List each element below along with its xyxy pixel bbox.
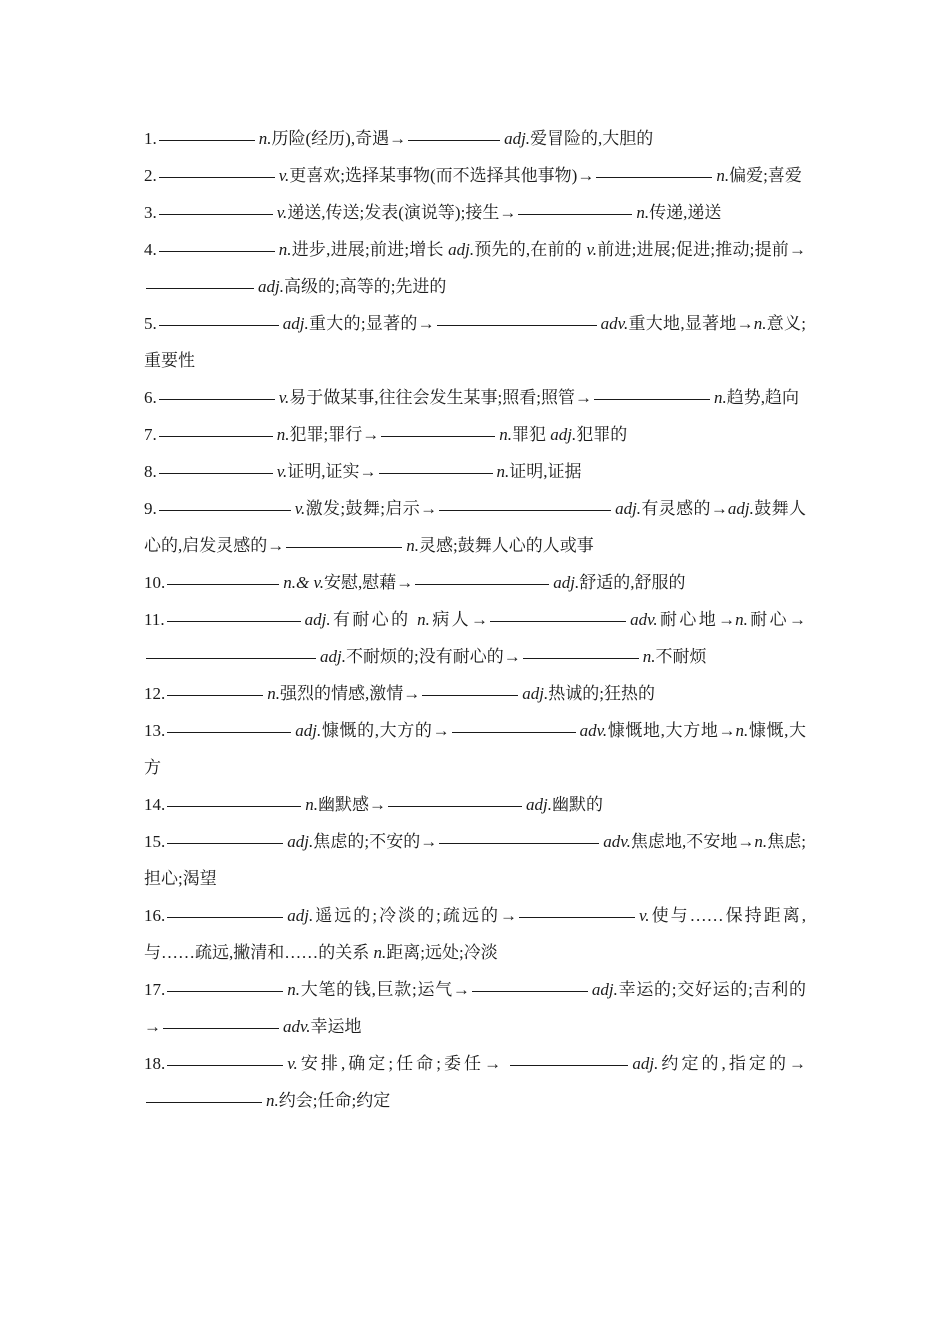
- definition-text: 4.: [144, 240, 157, 259]
- answer-blank[interactable]: [146, 1085, 262, 1103]
- answer-blank[interactable]: [408, 123, 500, 141]
- part-of-speech-label: v.: [276, 462, 288, 481]
- part-of-speech-label: adj.: [550, 425, 577, 444]
- part-of-speech-label: adj.: [526, 795, 552, 814]
- answer-blank[interactable]: [596, 160, 712, 178]
- answer-blank[interactable]: [163, 1011, 279, 1029]
- exercise-item: [144, 823, 806, 897]
- definition-text: 罪犯: [511, 425, 551, 444]
- exercise-item: [144, 120, 806, 157]
- part-of-speech-label: n.: [496, 462, 510, 481]
- part-of-speech-label: adj.: [553, 573, 580, 592]
- part-of-speech-label: n.: [499, 425, 512, 444]
- part-of-speech-label: adv.: [283, 1017, 311, 1036]
- definition-text: 热诚的;狂热的: [548, 684, 655, 703]
- definition-text: 焦虑地,不安地→: [630, 832, 755, 851]
- definition-text: 6.: [144, 388, 157, 407]
- definition-text: 更喜欢;选择某事物(而不选择其他事物)→: [289, 166, 595, 185]
- definition-text: 3.: [144, 203, 157, 222]
- part-of-speech-label: adv.: [603, 832, 631, 851]
- answer-blank[interactable]: [379, 456, 493, 474]
- definition-text: 安排,确定;任命;委任→: [297, 1054, 509, 1073]
- part-of-speech-label: adj.: [304, 610, 331, 629]
- definition-text: 重大地,显著地→: [628, 314, 754, 333]
- answer-blank[interactable]: [159, 160, 275, 178]
- part-of-speech-label: adj.: [287, 832, 314, 851]
- part-of-speech-label: adj.: [258, 277, 284, 296]
- part-of-speech-label: v.: [287, 1054, 298, 1073]
- part-of-speech-label: n.: [636, 203, 650, 222]
- definition-text: 7.: [144, 425, 157, 444]
- definition-text: 慷慨,大方: [144, 721, 807, 777]
- part-of-speech-label: adj.: [632, 1054, 659, 1073]
- answer-blank[interactable]: [594, 382, 710, 400]
- definition-text: 焦虑的;不安的→: [313, 832, 438, 851]
- part-of-speech-label: n.: [716, 166, 730, 185]
- part-of-speech-label: n.: [753, 314, 767, 333]
- part-of-speech-label: n.: [417, 610, 430, 629]
- definition-text: 幸运地: [310, 1017, 362, 1036]
- definition-text: 约定的,指定的→: [658, 1054, 806, 1073]
- definition-text: 犯罪;罪行→: [289, 425, 380, 444]
- exercise-item: [144, 564, 806, 601]
- definition-text: 历险(经历),奇遇→: [271, 129, 407, 148]
- definition-text: 预先的,在前的: [474, 240, 587, 259]
- definition-text: 耐心地→: [657, 610, 736, 629]
- definition-text: 证明,证据: [509, 462, 582, 481]
- answer-blank[interactable]: [167, 974, 283, 992]
- part-of-speech-label: adv.: [579, 721, 608, 740]
- definition-text: 偏爱;喜爱: [729, 166, 802, 185]
- part-of-speech-label: adj.: [591, 980, 618, 999]
- answer-blank[interactable]: [159, 234, 275, 252]
- part-of-speech-label: n.: [267, 684, 280, 703]
- definition-text: 进步,进展;前进;增长: [291, 240, 449, 259]
- answer-blank[interactable]: [167, 826, 283, 844]
- definition-text: 17.: [144, 980, 166, 999]
- answer-blank[interactable]: [159, 456, 273, 474]
- answer-blank[interactable]: [167, 678, 263, 696]
- definition-text: 8.: [144, 462, 157, 481]
- answer-blank[interactable]: [167, 567, 279, 585]
- definition-text: 12.: [144, 684, 166, 703]
- definition-text: 10.: [144, 573, 166, 592]
- answer-blank[interactable]: [167, 1048, 283, 1066]
- exercise-item: [144, 194, 806, 231]
- part-of-speech-label: adv.: [630, 610, 658, 629]
- answer-blank[interactable]: [159, 419, 273, 437]
- exercise-item: [144, 601, 806, 675]
- part-of-speech-label: n.: [754, 832, 768, 851]
- answer-blank[interactable]: [415, 567, 549, 585]
- part-of-speech-label: adj.: [282, 314, 309, 333]
- part-of-speech-label: n.: [276, 425, 290, 444]
- exercise-item: [144, 1045, 806, 1119]
- exercise-item: [144, 157, 806, 194]
- definition-text: 不耐烦的;没有耐心的→: [345, 647, 521, 666]
- part-of-speech-label: n.: [287, 980, 300, 999]
- part-of-speech-label: adj.: [504, 129, 531, 148]
- answer-blank[interactable]: [159, 123, 255, 141]
- definition-text: 证明,证实→: [287, 462, 377, 481]
- part-of-speech-label: v.: [294, 499, 306, 518]
- vocabulary-exercise-sheet: [144, 120, 806, 1119]
- definition-text: 病人→: [429, 610, 489, 629]
- exercise-item: [144, 971, 806, 1045]
- part-of-speech-label: adj.: [295, 721, 322, 740]
- definition-text: 有灵感的→: [641, 499, 728, 518]
- answer-blank[interactable]: [146, 271, 254, 289]
- exercise-item: [144, 712, 806, 786]
- definition-text: 13.: [144, 721, 166, 740]
- part-of-speech-label: n.& v.: [283, 573, 325, 592]
- part-of-speech-label: adj.: [320, 647, 346, 666]
- part-of-speech-label: adj.: [615, 499, 642, 518]
- exercise-item: [144, 416, 806, 453]
- answer-blank[interactable]: [167, 900, 283, 918]
- exercise-item: [144, 897, 806, 971]
- answer-blank[interactable]: [167, 789, 301, 807]
- exercise-item: [144, 675, 806, 712]
- answer-blank[interactable]: [490, 604, 626, 622]
- definition-text: 使与……保持距离,与……疏远,撇清和……的关系: [144, 906, 807, 962]
- definition-text: 慷慨的,大方的→: [321, 721, 450, 740]
- definition-text: 犯罪的: [576, 425, 628, 444]
- definition-text: 灵感;鼓舞人心的人或事: [419, 536, 594, 555]
- definition-text: 16.: [144, 906, 166, 925]
- definition-text: 1.: [144, 129, 157, 148]
- part-of-speech-label: adv.: [600, 314, 629, 333]
- answer-blank[interactable]: [510, 1048, 628, 1066]
- definition-text: 15.: [144, 832, 166, 851]
- part-of-speech-label: n.: [258, 129, 272, 148]
- answer-blank[interactable]: [518, 197, 632, 215]
- definition-text: 2.: [144, 166, 157, 185]
- definition-text: 5.: [144, 314, 157, 333]
- answer-blank[interactable]: [167, 604, 301, 622]
- answer-blank[interactable]: [159, 382, 275, 400]
- part-of-speech-label: v.: [276, 203, 288, 222]
- exercise-item: [144, 379, 806, 416]
- answer-blank[interactable]: [388, 789, 522, 807]
- definition-text: 大笔的钱,巨款;运气→: [300, 980, 470, 999]
- definition-text: 高级的;高等的;先进的: [283, 277, 447, 296]
- part-of-speech-label: v.: [278, 166, 290, 185]
- answer-blank[interactable]: [439, 493, 611, 511]
- definition-text: 强烈的情感,激情→: [280, 684, 421, 703]
- part-of-speech-label: n.: [406, 536, 419, 555]
- definition-text: 前进;进展;促进;推动;提前→: [597, 240, 806, 259]
- part-of-speech-label: n.: [373, 943, 387, 962]
- part-of-speech-label: v.: [639, 906, 650, 925]
- part-of-speech-label: v.: [278, 388, 290, 407]
- exercise-item: [144, 453, 806, 490]
- definition-text: 激发;鼓舞;启示→: [305, 499, 438, 518]
- definition-text: 幽默感→: [318, 795, 386, 814]
- definition-text: 递送,传送;发表(演说等);接生→: [287, 203, 517, 222]
- definition-text: 9.: [144, 499, 157, 518]
- answer-blank[interactable]: [519, 900, 635, 918]
- definition-text: 有耐心的: [330, 610, 418, 629]
- part-of-speech-label: n.: [714, 388, 727, 407]
- definition-text: 焦虑;担心;渴望: [144, 832, 806, 888]
- definition-text: 遥远的;冷淡的;疏远的→: [313, 906, 517, 925]
- definition-text: 易于做某事,往往会发生某事;照看;照管→: [289, 388, 592, 407]
- definition-text: 慷慨地,大方地→: [607, 721, 736, 740]
- answer-blank[interactable]: [523, 641, 639, 659]
- part-of-speech-label: n.: [735, 721, 749, 740]
- definition-text: 安慰,慰藉→: [324, 573, 414, 592]
- definition-text: 重大的;显著的→: [308, 314, 435, 333]
- answer-blank[interactable]: [437, 308, 597, 326]
- part-of-speech-label: adj.: [727, 499, 754, 518]
- part-of-speech-label: n.: [266, 1091, 279, 1110]
- exercise-item: [144, 305, 806, 379]
- part-of-speech-label: n.: [305, 795, 318, 814]
- definition-text: 14.: [144, 795, 166, 814]
- definition-text: 幽默的: [551, 795, 603, 814]
- part-of-speech-label: n.: [278, 240, 292, 259]
- answer-blank[interactable]: [286, 530, 402, 548]
- part-of-speech-label: adj.: [448, 240, 475, 259]
- definition-text: 幸运的;交好运的;吉利的→: [144, 980, 806, 1036]
- part-of-speech-label: adj.: [522, 684, 549, 703]
- definition-text: 耐心→: [747, 610, 807, 629]
- definition-text: 舒适的,舒服的: [579, 573, 686, 592]
- answer-blank[interactable]: [439, 826, 599, 844]
- definition-text: 传递,递送: [649, 203, 722, 222]
- answer-blank[interactable]: [472, 974, 588, 992]
- part-of-speech-label: adj.: [287, 906, 314, 925]
- answer-blank[interactable]: [167, 715, 291, 733]
- definition-text: 意义;重要性: [144, 314, 806, 370]
- answer-blank[interactable]: [146, 641, 316, 659]
- answer-blank[interactable]: [159, 197, 273, 215]
- answer-blank[interactable]: [159, 308, 279, 326]
- definition-text: 不耐烦: [655, 647, 707, 666]
- exercise-item: [144, 490, 806, 564]
- part-of-speech-label: v.: [586, 240, 598, 259]
- answer-blank[interactable]: [422, 678, 518, 696]
- part-of-speech-label: n.: [735, 610, 748, 629]
- definition-text: 距离;远处;冷淡: [386, 943, 498, 962]
- definition-text: 爱冒险的,大胆的: [530, 129, 654, 148]
- definition-text: 鼓舞人心的,启发灵感的→: [144, 499, 807, 555]
- definition-text: 11.: [144, 610, 165, 629]
- part-of-speech-label: n.: [642, 647, 656, 666]
- answer-blank[interactable]: [452, 715, 576, 733]
- exercise-item: [144, 231, 806, 305]
- definition-text: 18.: [144, 1054, 166, 1073]
- definition-text: 约会;任命;约定: [278, 1091, 391, 1110]
- definition-text: 趋势,趋向: [726, 388, 799, 407]
- answer-blank[interactable]: [159, 493, 291, 511]
- answer-blank[interactable]: [381, 419, 495, 437]
- exercise-item: [144, 786, 806, 823]
